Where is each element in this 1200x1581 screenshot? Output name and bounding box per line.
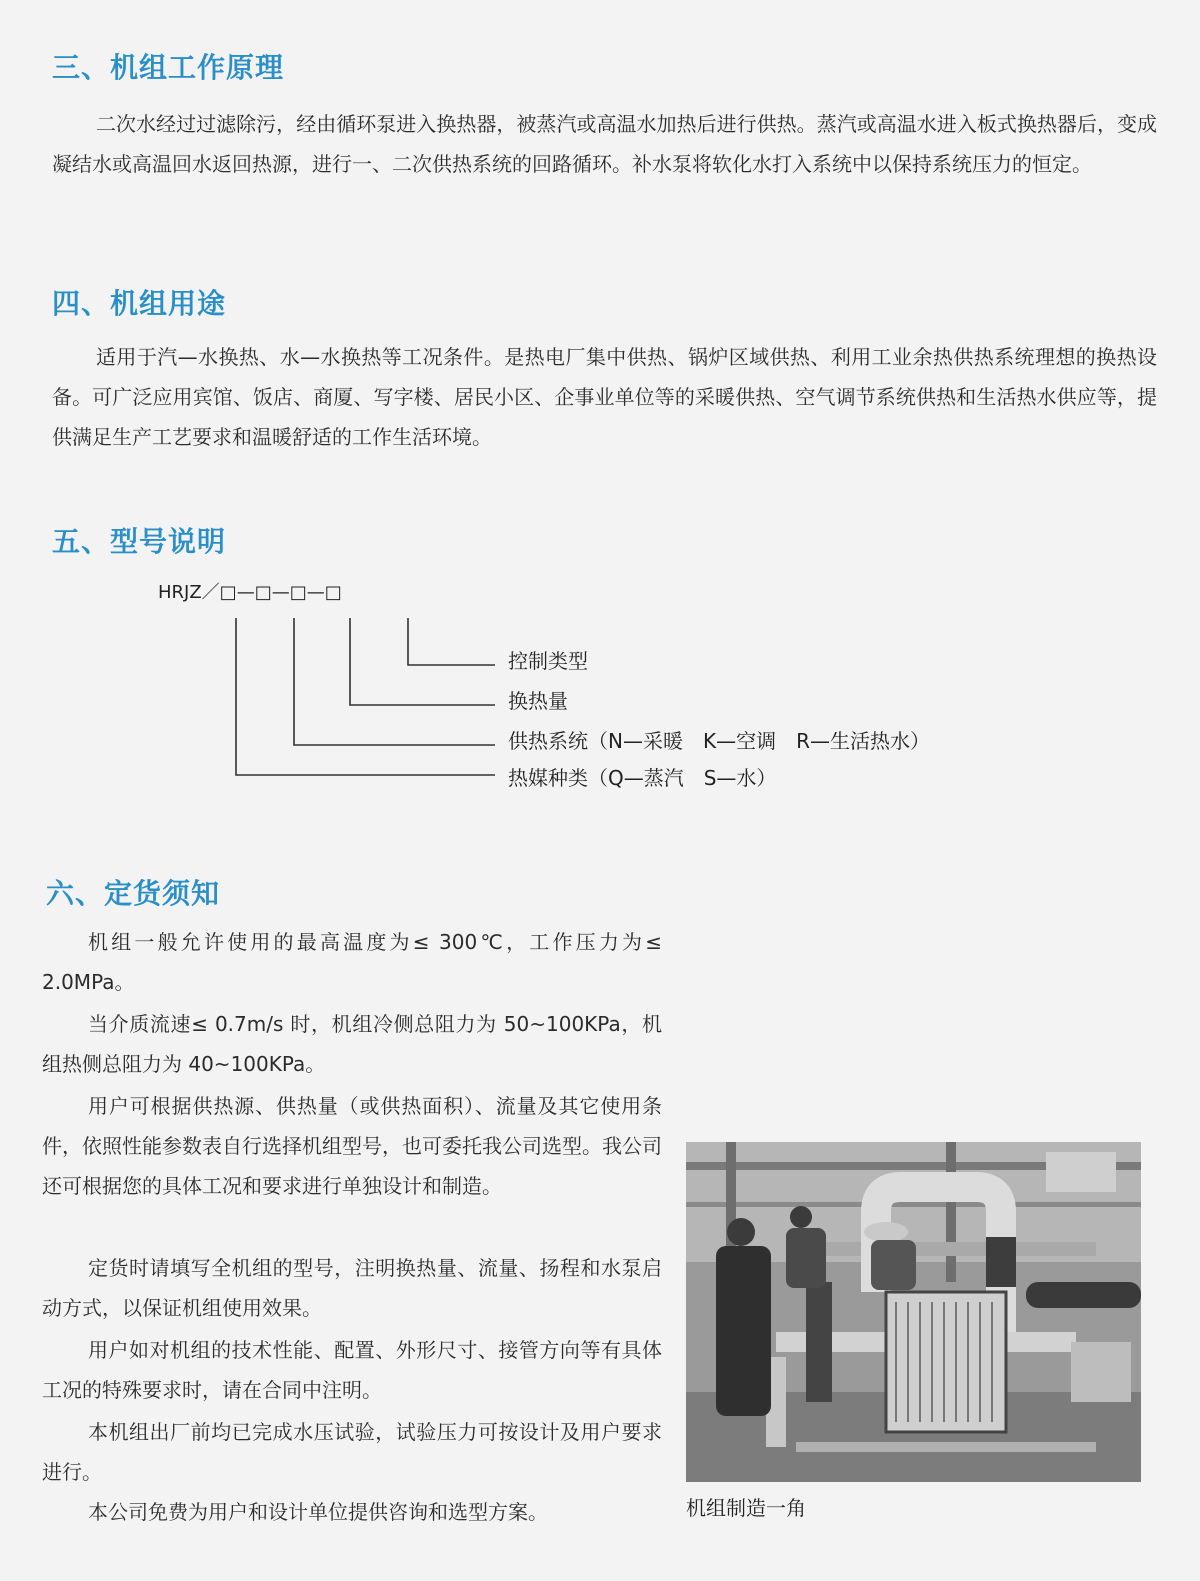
model-code: HRJZ／□—□—□—□ (158, 582, 342, 603)
ordering-note-5: 用户如对机组的技术性能、配置、外形尺寸、接管方向等有具体工况的特殊要求时，请在合同中注明。 (42, 1338, 662, 1402)
ordering-note-4: 定货时请填写全机组的型号，注明换热量、流量、扬程和水泵启动方式，以保证机组使用效果。 (42, 1256, 662, 1320)
factory-photo (686, 1142, 1141, 1482)
ordering-note-3: 用户可根据供热源、供热量（或供热面积）、流量及其它使用条件，依照性能参数表自行选择机组型号，也可委托我公司选型。我公司还可根据您的具体工况和要求进行单独设计和制造。 (42, 1094, 662, 1198)
section-title-model-explanation: 五、型号说明 (52, 525, 227, 558)
section-title-working-principle: 三、机组工作原理 (52, 51, 285, 84)
label-control-type: 控制类型 (508, 649, 588, 673)
working-principle-text: 二次水经过过滤除污，经由循环泵进入换热器，被蒸汽或高温水加热后进行供热。蒸汽或高温水进入板式换热器后，变成凝结水或高温回水返回热源，进行一、二次供热系统的回路循环。补水泵将软化水打入系统中以保持系统压力的恒定。 (52, 112, 1157, 176)
label-heating-system: 供热系统（N—采暖 K—空调 R—生活热水） (508, 729, 930, 753)
ordering-note-7: 本公司免费为用户和设计单位提供咨询和选型方案。 (88, 1500, 548, 1524)
label-heat-capacity: 换热量 (508, 689, 568, 713)
section-title-ordering-notes: 六、定货须知 (46, 877, 221, 910)
model-code-leader-lines (236, 618, 495, 775)
model-code-diagram (150, 570, 1010, 810)
ordering-note-2: 当介质流速≤ 0.7m/s 时，机组冷侧总阻力为 50~100KPa，机组热侧总阻力为 40~100KPa。 (42, 1012, 662, 1076)
section-title-usage: 四、机组用途 (52, 287, 227, 320)
photo-caption: 机组制造一角 (686, 1496, 806, 1520)
label-heat-medium: 热媒种类（Q—蒸汽 S—水） (508, 766, 777, 790)
usage-text: 适用于汽—水换热、水—水换热等工况条件。是热电厂集中供热、锅炉区域供热、利用工业余热供热系统理想的换热设备。可广泛应用宾馆、饭店、商厦、写字楼、居民小区、企事业单位等的采暖供热、空气调节系统供热和生活热水供应等，提供满足生产工艺要求和温暖舒适的工作生活环境。 (52, 345, 1157, 449)
ordering-note-1: 机组一般允许使用的最高温度为≤ 300℃，工作压力为≤ 2.0MPa。 (42, 930, 662, 994)
ordering-note-6: 本机组出厂前均已完成水压试验，试验压力可按设计及用户要求进行。 (42, 1420, 662, 1484)
factory-photo-image (686, 1142, 1141, 1482)
